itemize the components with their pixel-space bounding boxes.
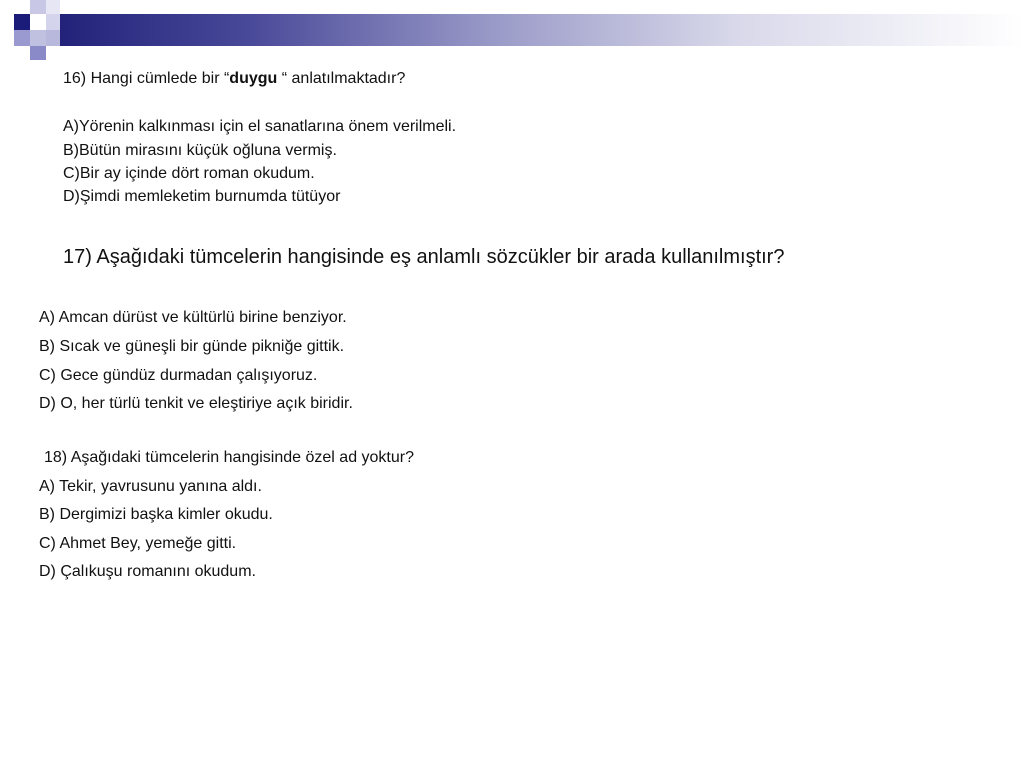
question-16-suffix: “ anlatılmaktadır? [277,70,406,87]
question-16-prefix: 16) Hangi cümlede bir “ [63,70,230,87]
question-17-option-c: C) Gece gündüz durmadan çalışıyoruz. [39,367,318,384]
question-17-option-d: D) O, her türlü tenkit ve eleştiriye açık biridir. [39,395,353,412]
question-18-option-b: B) Dergimizi başka kimler okudu. [39,506,273,523]
header-square [46,30,60,46]
question-16-emphasis: duygu [229,70,278,87]
header-square [30,30,46,46]
question-17-option-a: A) Amcan dürüst ve kültürlü birine benziyor. [39,309,347,326]
question-17: 17) Aşağıdaki tümcelerin hangisinde eş anlamlı sözcükler bir arada kullanılmıştır? [63,246,785,268]
header-square [30,0,46,14]
header-square [46,0,60,14]
question-16 [63,69,405,89]
question-18-option-c: C) Ahmet Bey, yemeğe gitti. [39,535,237,552]
header-square [14,14,30,30]
header-square [14,30,30,46]
question-18-option-a: A) Tekir, yavrusunu yanına aldı. [39,478,262,495]
question-17-option-b: B) Sıcak ve güneşli bir günde pikniğe gittik. [39,338,345,355]
question-18: 18) Aşağıdaki tümcelerin hangisinde özel ad yoktur? [44,449,414,466]
header-square [46,14,60,30]
question-16-option-b: B)Bütün mirasını küçük oğluna vermiş. [63,142,337,159]
header-gradient-bar [60,14,1024,46]
slide-header-decoration [0,0,1024,64]
question-16-option-a: A)Yörenin kalkınması için el sanatlarına önem verilmeli. [63,118,457,135]
question-16-option-c: C)Bir ay içinde dört roman okudum. [63,165,315,182]
question-18-option-d: D) Çalıkuşu romanını okudum. [39,563,256,580]
header-square [30,46,46,60]
question-16-option-d: D)Şimdi memleketim burnumda tütüyor [63,188,341,205]
